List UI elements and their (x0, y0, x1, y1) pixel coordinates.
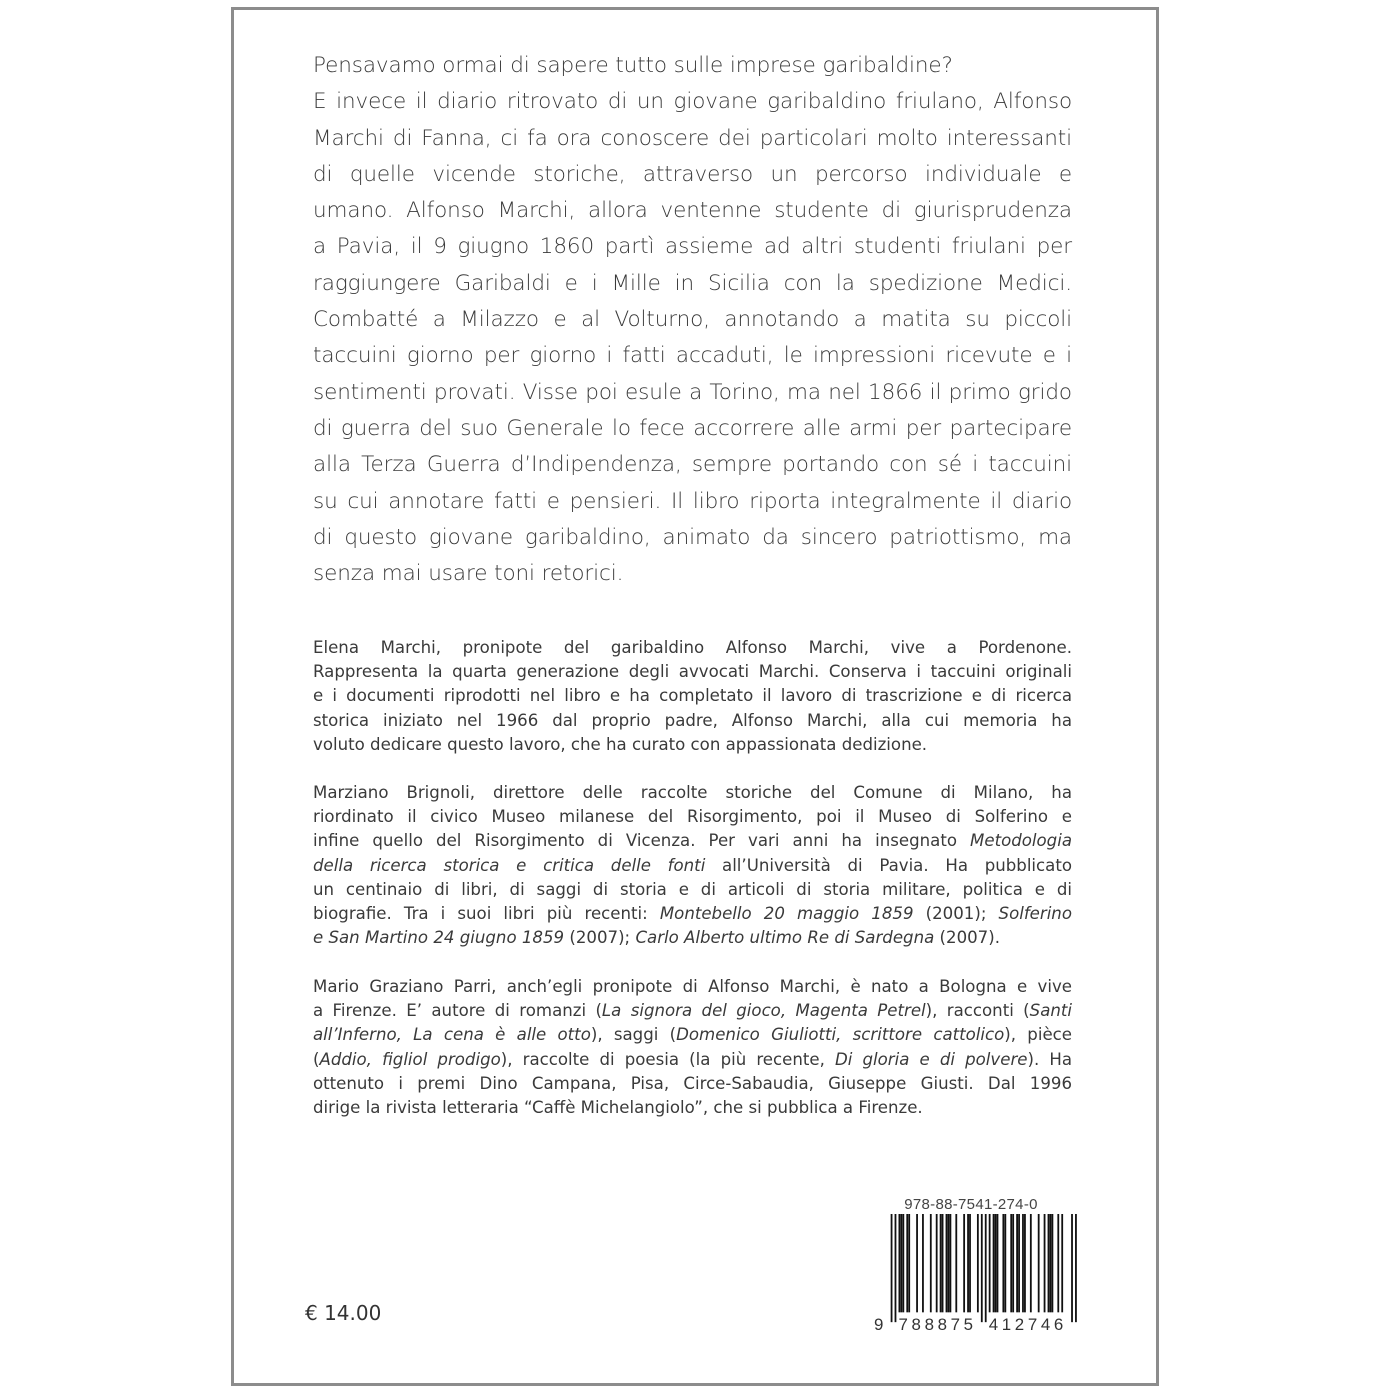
barcode-bar (997, 1214, 999, 1312)
barcode-bar (1061, 1214, 1063, 1312)
text-segment: ), racconti ( (925, 1001, 1030, 1021)
barcode (873, 1214, 1077, 1332)
bio-line (313, 1023, 1072, 1047)
italic-title: Di gloria e di polvere (834, 1049, 1028, 1069)
barcode-right-digits: 412746 (988, 1315, 1064, 1332)
bio-line (313, 854, 1072, 878)
barcode-bar (1004, 1214, 1006, 1312)
bio-line (313, 878, 1072, 902)
text-segment: (2001); (913, 904, 999, 924)
barcode-bar (1012, 1214, 1014, 1312)
barcode-bar (900, 1214, 902, 1312)
barcode-bar (1071, 1214, 1073, 1322)
italic-title: Montebello 20 maggio 1859 (659, 904, 914, 924)
barcode-bar (1030, 1214, 1032, 1312)
barcode-bar (948, 1214, 950, 1312)
blurb-line: su cui annotare fatti e pensieri. Il libro riporta integralmente il diario (313, 488, 1072, 514)
text-segment: a Firenze. E’ autore di romanzi ( (313, 1001, 602, 1021)
text-segment: Rappresenta la quarta generazione degli avvocati Marchi. Conserva i taccuini originali (313, 662, 1072, 682)
text-segment: biografie. Tra i suoi libri più recenti: (313, 904, 660, 924)
isbn-label: 978-88-7541-274-0 (904, 1196, 1038, 1213)
barcode-bar (922, 1214, 924, 1312)
text-segment: Marziano Brignoli, direttore delle raccolte storiche del Comune di Milano, ha (313, 783, 1072, 802)
italic-title: Santi (1029, 1001, 1072, 1021)
bio-line (313, 1072, 1072, 1096)
blurb-line: di questo giovane garibaldino, animato da sincero patriottismo, ma (313, 524, 1072, 550)
barcode-first-digit: 9 (873, 1315, 884, 1332)
bio-line (313, 709, 1072, 733)
bio-line (313, 733, 1072, 757)
barcode-bar (1044, 1214, 1046, 1312)
blurb-line: a Pavia, il 9 giugno 1860 partì assieme ad altri studenti friulani per (313, 234, 1072, 260)
barcode-bar (908, 1214, 910, 1312)
barcode-bar (1075, 1214, 1077, 1322)
barcode-bar (1052, 1214, 1054, 1312)
blurb-line: E invece il diario ritrovato di un giovane garibaldino friulano, Alfonso (313, 89, 1072, 115)
text-segment: ). Ha (1027, 1049, 1073, 1069)
barcode-bar (930, 1214, 932, 1312)
price: € 14.00 (305, 1301, 382, 1325)
text-segment: dirige la rivista letteraria “Caffè Michelangiolo”, che si pubblica a Firenze. (313, 1098, 923, 1118)
bio-elena-marchi (313, 636, 1072, 757)
blurb-line: senza mai usare toni retorici. (313, 561, 624, 587)
bio-line (313, 999, 1072, 1023)
bio-line (313, 684, 1072, 708)
bio-marziano-brignoli (313, 781, 1072, 950)
barcode-bar (895, 1214, 897, 1322)
italic-title: Addio, figliol prodigo (319, 1049, 501, 1069)
text-segment: infine quello del Risorgimento di Vicenza. Per vari anni ha insegnato (313, 831, 971, 851)
barcode-bar (995, 1214, 997, 1312)
text-segment: ), raccolte di poesia (la più recente, (500, 1049, 835, 1069)
text-segment: (2007). (934, 928, 1000, 948)
text-segment: un centinaio di libri, di saggi di storia e di articoli di storia militare, politica e di (313, 879, 1072, 899)
text-segment: (2007); (564, 928, 636, 948)
barcode-bar (1018, 1214, 1020, 1312)
barcode-bar (1010, 1214, 1012, 1312)
text-segment: ottenuto i premi Dino Campana, Pisa, Circe-Sabaudia, Giuseppe Giusti. Dal 1996 (313, 1073, 1072, 1093)
barcode-bar (1050, 1214, 1052, 1312)
text-segment: riordinato il civico Museo milanese del Risorgimento, poi il Museo di Solferino e (313, 807, 1072, 827)
text-segment: voluto dedicare questo lavoro, che ha curato con appassionata dedizione. (313, 734, 928, 754)
text-segment: e i documenti riprodotti nel libro e ha completato il lavoro di trascrizione e di ricerca (313, 686, 1072, 706)
bio-line (313, 636, 1072, 660)
barcode-bar (977, 1214, 979, 1312)
barcode-bar (993, 1214, 995, 1312)
barcode-bar (891, 1214, 893, 1322)
barcode-bar (955, 1214, 957, 1312)
barcode-bar (1022, 1214, 1024, 1312)
bio-line (313, 829, 1072, 853)
barcode-bar (902, 1214, 904, 1312)
bio-line (313, 975, 1072, 999)
barcode-bar (936, 1214, 938, 1312)
barcode-bar (916, 1214, 918, 1312)
barcode-bar (967, 1214, 969, 1312)
blurb-line: raggiungere Garibaldi e i Mille in Sicilia con la spedizione Medici. (313, 270, 1072, 296)
bio-line (313, 902, 1072, 926)
barcode-bar (942, 1214, 944, 1312)
italic-title: e San Martino 24 giugno 1859 (313, 928, 565, 948)
text-segment: ), saggi ( (590, 1025, 677, 1045)
barcode-bar (1016, 1214, 1018, 1312)
italic-title: Domenico Giuliotti, scrittore cattolico (676, 1025, 1005, 1045)
text-segment: ), pièce (1004, 1025, 1072, 1045)
bio-line (313, 781, 1072, 805)
blurb-line: Combatté a Milazzo e al Volturno, annotando a matita su piccoli (313, 307, 1072, 333)
text-segment: all’Università di Pavia. Ha pubblicato (705, 855, 1072, 875)
blurb-line: Pensavamo ormai di sapere tutto sulle imprese garibaldine? (313, 53, 953, 78)
text-segment: storica iniziato nel 1966 dal proprio padre, Alfonso Marchi, alla cui memoria ha (313, 710, 1072, 730)
barcode-bar (963, 1214, 965, 1312)
blurb-line: taccuini giorno per giorno i fatti accaduti, le impressioni ricevute e i (313, 343, 1072, 369)
barcode-bar (946, 1214, 948, 1312)
italic-title: Carlo Alberto ultimo Re di Sardegna (635, 928, 935, 948)
barcode-bar (906, 1214, 908, 1312)
blurb-line: alla Terza Guerra d’Indipendenza, sempre portando con sé i taccuini (313, 452, 1072, 478)
barcode-bar (989, 1214, 991, 1312)
italic-title: all’Inferno, La cena è alle otto (313, 1025, 591, 1045)
barcode-bar (940, 1214, 942, 1312)
barcode-bar (1048, 1214, 1050, 1312)
blurb-line: di guerra del suo Generale lo fece accorrere alle armi per partecipare (313, 415, 1072, 441)
blurb-text (313, 48, 1072, 592)
bio-line (313, 660, 1072, 684)
barcode-bar (1024, 1214, 1026, 1312)
blurb-line: Marchi di Fanna, ci fa ora conoscere dei particolari molto interessanti (313, 125, 1072, 151)
blurb-line: di quelle vicende storiche, attraverso un percorso individuale e (313, 161, 1072, 187)
text-segment: Elena Marchi, pronipote del garibaldino Alfonso Marchi, vive a Pordenone. (313, 638, 1072, 657)
italic-title: della ricerca storica e critica delle fonti (313, 855, 706, 875)
barcode-bar (899, 1214, 901, 1312)
bio-mario-graziano-parri (313, 975, 1072, 1120)
barcode-bar (950, 1214, 952, 1312)
barcode-bar (969, 1214, 971, 1312)
blurb-line: sentimenti provati. Visse poi esule a Torino, ma nel 1866 il primo grido (313, 379, 1072, 405)
bio-line (313, 926, 1072, 950)
barcode-bar (981, 1214, 983, 1322)
bio-line (313, 805, 1072, 829)
bio-line (313, 1048, 1072, 1072)
barcode-bar (985, 1214, 987, 1322)
barcode-left-digits: 788875 (898, 1315, 974, 1332)
barcode-bar (1057, 1214, 1059, 1312)
italic-title: La signora del gioco, Magenta Petrel (601, 1001, 926, 1021)
italic-title: Solferino (998, 904, 1072, 924)
barcode-bar (1038, 1214, 1040, 1312)
text-segment: ( (313, 1049, 320, 1069)
bio-line (313, 1096, 1072, 1120)
italic-title: Metodologia (970, 831, 1072, 851)
barcode-bar (1002, 1214, 1004, 1312)
blurb-line: umano. Alfonso Marchi, allora ventenne studente di giurisprudenza (313, 198, 1072, 224)
text-segment: Mario Graziano Parri, anch’egli pronipote di Alfonso Marchi, è nato a Bologna e vive (313, 977, 1072, 996)
